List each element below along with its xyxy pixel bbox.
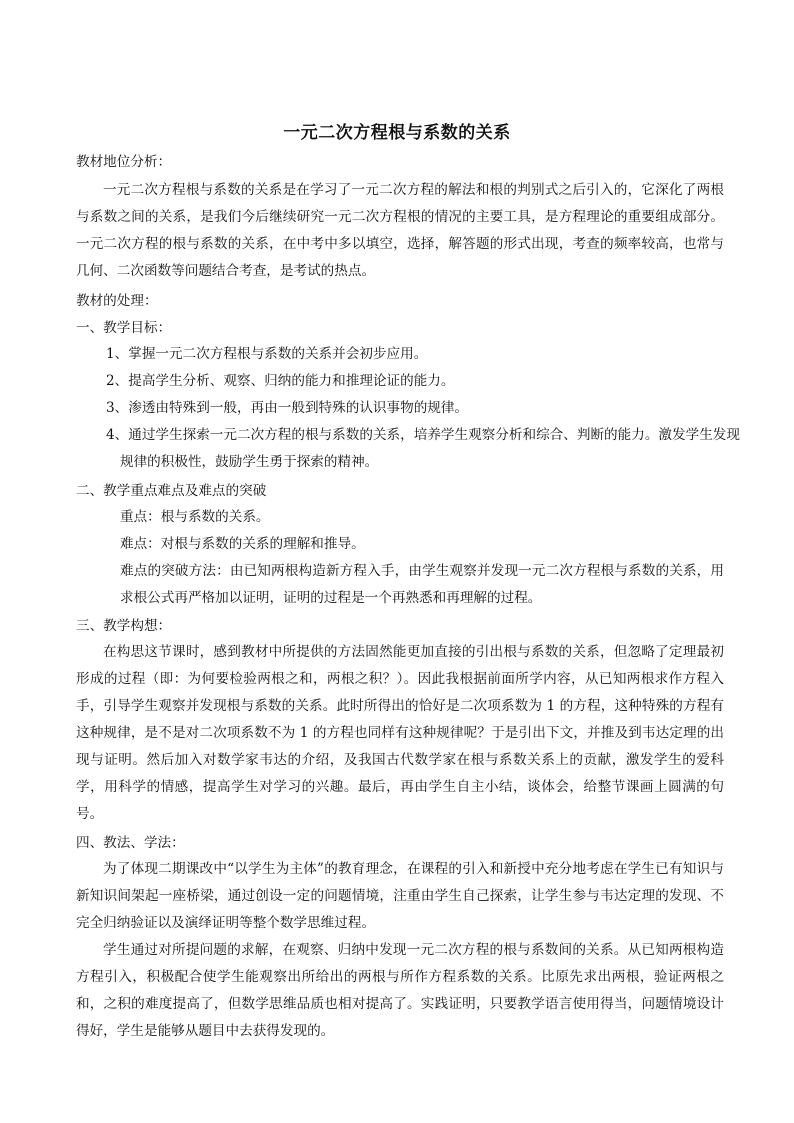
heading-teaching-goals: 一、教学目标：	[76, 320, 172, 336]
section-position-label: 教材地位分析：	[76, 154, 172, 170]
paragraph-position: 一元二次方程根与系数的关系是在学习了一元二次方程的解法和根的判别式之后引入的，它深化了两根与系数之间的关系，是我们今后继续研究一元二次方程根的情况的主要工具，是方程理论的重要组成部分。一元二次方程的根与系数的关系，在中考中多以填空，选择，解答题的形式出现，考查的频率较高，也常与几何、二次函数等问题结合考查，是考试的热点。	[76, 182, 724, 279]
goal-item-1: 1、掌握一元二次方程根与系数的关系并会初步应用。	[106, 346, 428, 362]
heading-methods: 四、教法、学法：	[76, 835, 185, 851]
breakthrough-content: 难点的突破方法：由已知两根构造新方程入手，由学生观察并发现一元二次方程根与系数的关系，用求根公式再严格加以证明，证明的过程是一个再熟悉和再理解的过程。	[120, 563, 724, 606]
heading-key-points: 二、教学重点难点及难点的突破	[76, 483, 267, 499]
goal-item-3: 3、渗透由特殊到一般，再由一般到特殊的认识事物的规律。	[106, 400, 469, 416]
breakthrough-text	[120, 558, 724, 612]
difficult-point-text: 难点：对根与系数的关系的理解和推导。	[120, 536, 365, 552]
section-handling-label: 教材的处理：	[76, 293, 158, 309]
goal-item-2: 2、提高学生分析、观察、归纳的能力和推理论证的能力。	[106, 373, 455, 389]
heading-concept: 三、教学构想：	[76, 618, 172, 634]
paragraph-concept: 在构思这节课时，感到教材中所提供的方法固然能更加直接的引出根与系数的关系，但忽略了定理最初形成的过程（即：为何要检验两根之和，两根之积？）。因此我根据前面所学内容，从已知两根求作方程入手，引导学生观察并发现根与系数的关系。此时所得出的恰好是二次项系数为 1 的方程，这种特殊的方程有这种规律，是不是对二次项系数不为 1 的方程也同样有这种规律呢？于是引出下文，并推及到韦达定理的出现与证明。然后加入对数学家韦达的介绍，及我国古代数学家在根与系数关系上的贡献，激发学生的爱科学，用科学的情感，提高学生对学习的兴趣。最后，再由学生自主小结，谈体会，给整节课画上圆满的句号。	[76, 644, 724, 822]
paragraph-method-1: 为了体现二期课改中“以学生为主体”的教育理念，在课程的引入和新授中充分地考虑在学生已有知识与新知识间架起一座桥梁，通过创设一定的问题情境，注重由学生自己探索，让学生参与韦达定理的发现、不完全归纳验证以及演绎证明等整个数学思维过程。	[76, 861, 724, 931]
goal-item-4: 4、通过学生探索一元二次方程的根与系数的关系，培养学生观察分析和综合、判断的能力。激发学生发现规律的积极性，鼓励学生勇于探索的精神。	[106, 427, 740, 470]
document-title: 一元二次方程根与系数的关系	[283, 123, 511, 143]
key-point-text: 重点：根与系数的关系。	[120, 509, 270, 525]
paragraph-method-2: 学生通过对所提问题的求解，在观察、归纳中发现一元二次方程的根与系数间的关系。从已知两根构造方程引入，积极配合使学生能观察出所给出的两根与所作方程系数的关系。比原先求出两根，验证两根之和，之积的难度提高了，但数学思维品质也相对提高了。实践证明，只要教学语言使用得当，问题情境设计得好，学生是能够从题目中去获得发现的。	[76, 942, 724, 1039]
